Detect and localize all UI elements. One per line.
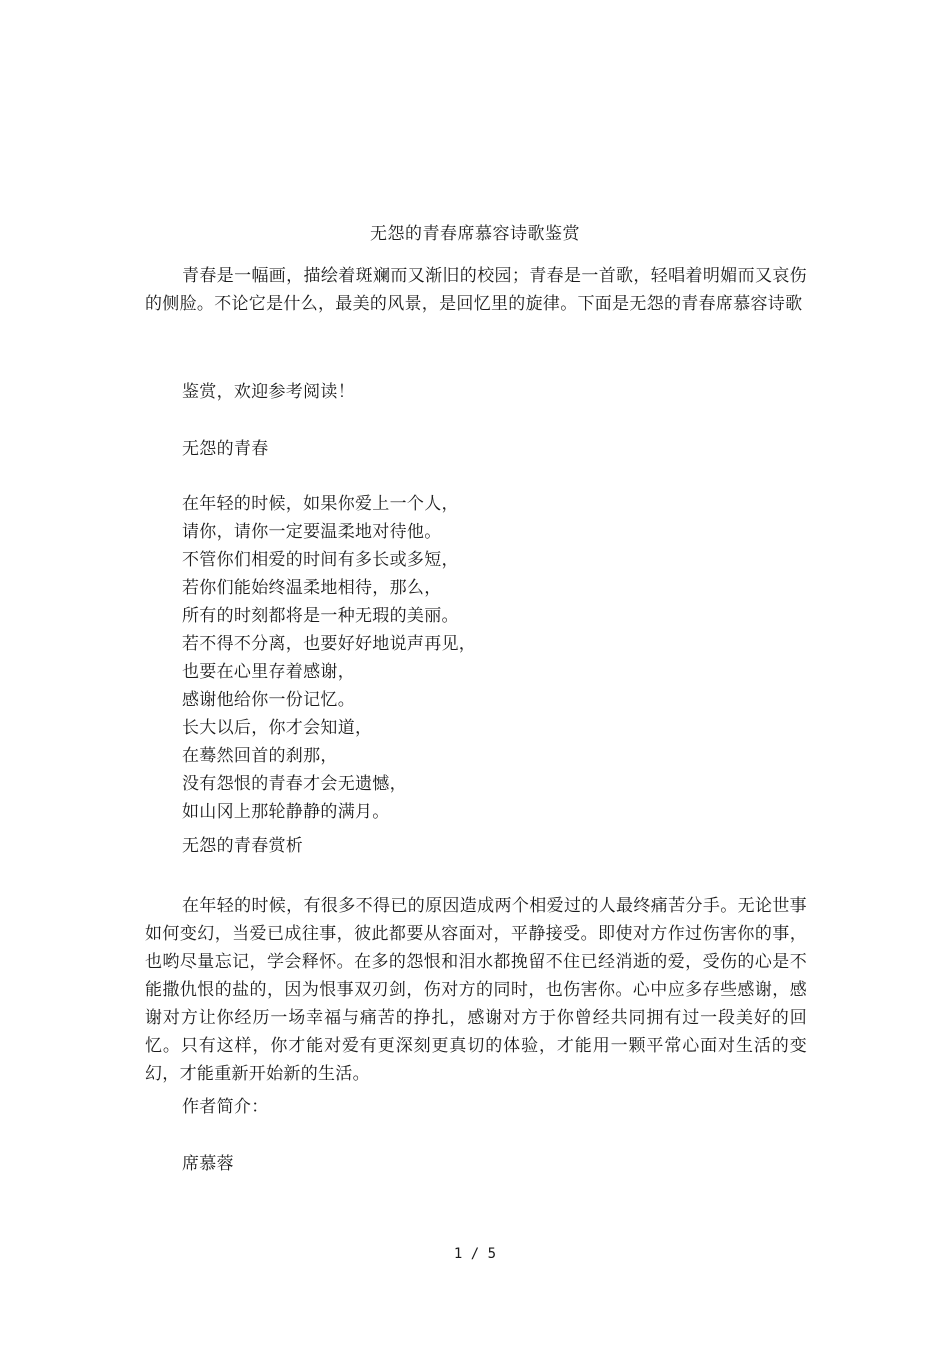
intro-paragraph-block bbox=[145, 262, 807, 318]
poem-line: 如山冈上那轮静静的满月。 bbox=[182, 802, 390, 822]
author-name: 席慕蓉 bbox=[182, 1154, 234, 1174]
poem-line: 没有怨恨的青春才会无遗憾， bbox=[182, 774, 407, 794]
intro-paragraph: 青春是一幅画，描绘着斑斓而又渐旧的校园；青春是一首歌，轻唱着明媚而又哀伤的侧脸。不论它是什么，最美的风景，是回忆里的旋律。下面是无怨的青春席慕容诗歌 bbox=[145, 266, 807, 314]
analysis-paragraph-block bbox=[145, 892, 807, 1088]
poem-line: 也要在心里存着感谢， bbox=[182, 662, 355, 682]
poem-line: 请你，请你一定要温柔地对待他。 bbox=[182, 522, 442, 542]
poem-line: 若不得不分离，也要好好地说声再见， bbox=[182, 634, 477, 654]
document-title: 无怨的青春席慕容诗歌鉴赏 bbox=[370, 224, 580, 244]
poem-line: 在年轻的时候，如果你爱上一个人， bbox=[182, 494, 459, 514]
poem-line: 所有的时刻都将是一种无瑕的美丽。 bbox=[182, 606, 459, 626]
poem-line: 不管你们相爱的时间有多长或多短， bbox=[182, 550, 459, 570]
analysis-paragraph: 在年轻的时候，有很多不得已的原因造成两个相爱过的人最终痛苦分手。无论世事如何变幻，当爱已成往事，彼此都要从容面对，平静接受。即使对方作过伤害你的事，也哟尽量忘记，学会释怀。在多的怨恨和泪水都挽留不住已经消逝的爱，受伤的心是不能撒仇恨的盐的，因为恨事双刃剑，伤对方的同时，也伤害你。心中应多存些感谢，感谢对方让你经历一场幸福与痛苦的挣扎，感谢对方于你曾经共同拥有过一段美好的回忆。只有这样，你才能对爱有更深刻更真切的体验，才能用一颗平常心面对生活的变幻，才能重新开始新的生活。 bbox=[145, 896, 807, 1084]
poem-line: 长大以后，你才会知道， bbox=[182, 718, 373, 738]
poem-body bbox=[182, 490, 476, 826]
poem-title: 无怨的青春 bbox=[182, 439, 269, 459]
poem-line: 感谢他给你一份记忆。 bbox=[182, 690, 355, 710]
welcome-line: 鉴赏，欢迎参考阅读！ bbox=[182, 382, 355, 402]
page-number: 1 / 5 bbox=[453, 1246, 497, 1262]
analysis-title: 无怨的青春赏析 bbox=[182, 836, 304, 856]
poem-line: 在蓦然回首的刹那， bbox=[182, 746, 338, 766]
author-intro-label: 作者简介： bbox=[182, 1097, 269, 1117]
poem-line: 若你们能始终温柔地相待，那么， bbox=[182, 578, 442, 598]
